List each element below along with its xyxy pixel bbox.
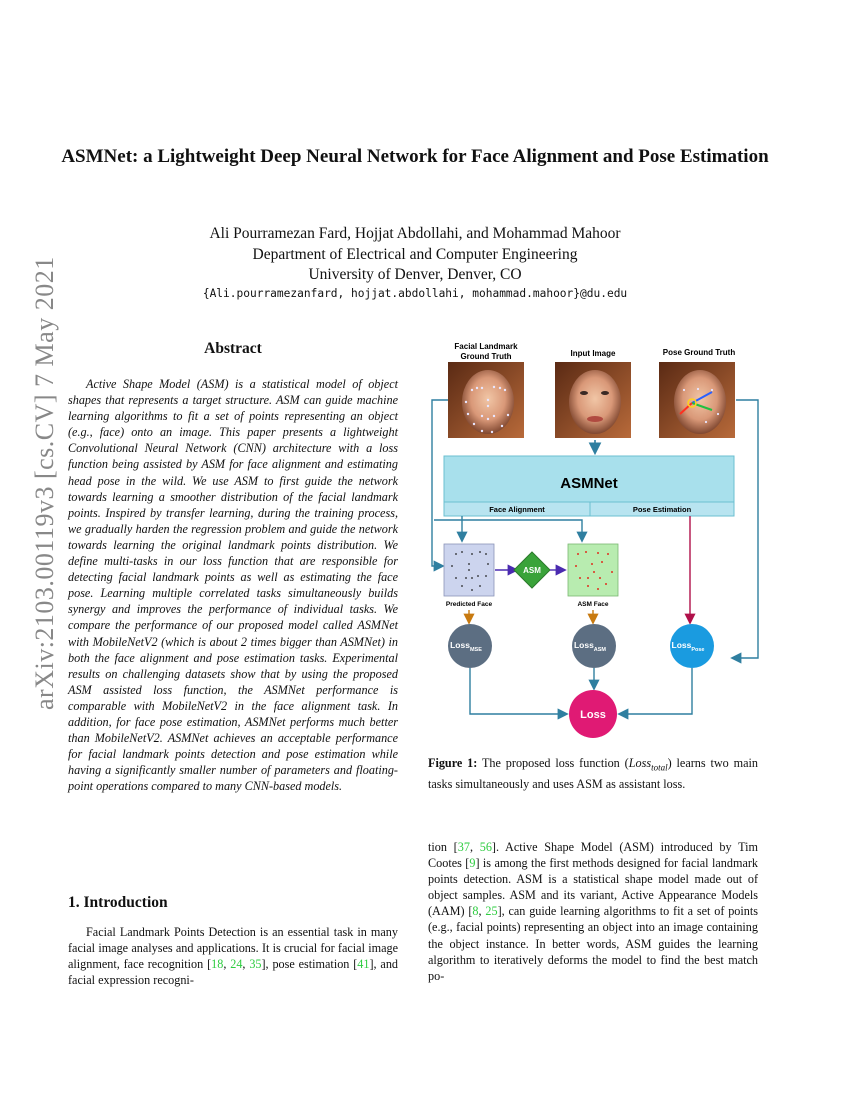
authors: Ali Pourramezan Fard, Hojjat Abdollahi, and Mohammad Mahoor — [209, 225, 621, 242]
citation-link[interactable]: 9 — [469, 856, 476, 871]
right-column-paragraph: tion [37, 56]. Active Shape Model (ASM) introduced by Tim Cootes [9] is among the first methods designed for facial landmark points detection. ASM is a statistical shape model made out of object samples. ASM and its variant, Active Appearance Models (AAM) [8, 25], can guide learning algorithms to fit a set of points (e.g., facial points) representing an object into an image containing the object instance. In better words, ASM guides the learning algorithm to iteratively deforms the model to find the best match po- — [428, 840, 759, 983]
loss-mse-label: Loss — [450, 640, 470, 650]
citation-link[interactable]: 24 — [230, 957, 243, 972]
branch-pose-label: Pose Estimation — [632, 505, 692, 514]
loss-mse-sub: MSE — [469, 647, 482, 653]
branch-face-label: Face Alignment — [489, 505, 545, 514]
loss-total-label: Loss — [580, 709, 606, 721]
citation-link[interactable]: 18 — [211, 957, 224, 972]
paper-title: ASMNet: a Lightweight Deep Neural Network for Face Alignment and Pose Estimation — [61, 146, 769, 167]
asm-face-label: ASM Face — [577, 601, 609, 608]
author-block — [60, 224, 770, 286]
section-heading-introduction: 1. Introduction — [68, 894, 168, 911]
arxiv-sidebar — [10, 256, 70, 710]
arrow-to-asm-face — [434, 520, 582, 540]
pose-gt-image — [659, 362, 735, 438]
input-image — [555, 362, 631, 438]
loss-pose-label: Loss — [671, 640, 692, 650]
citation-link[interactable]: 41 — [357, 957, 370, 972]
landmark-gt-image — [448, 362, 524, 438]
university: University of Denver, Denver, CO — [308, 266, 522, 283]
loss-asm-label: Loss — [573, 640, 594, 650]
citation-link[interactable]: 56 — [479, 840, 492, 854]
arrow-pose-gt — [733, 400, 758, 658]
predicted-face-label: Predicted Face — [445, 601, 493, 608]
asm-face-box — [568, 544, 618, 596]
loss-pose-sub: Pose — [691, 647, 705, 653]
author-emails: {Ali.pourramezanfard, hojjat.abdollahi, mohammad.mahoor}@du.edu — [202, 287, 628, 300]
asm-diamond-label: ASM — [523, 566, 541, 575]
arrow-mse-to-total — [470, 668, 566, 714]
arrow-pose-to-total — [620, 668, 692, 714]
loss-asm-sub: ASM — [593, 647, 607, 653]
label-input-image: Input Image — [570, 349, 616, 358]
citation-link[interactable]: 25 — [485, 904, 498, 919]
citation-link[interactable]: 35 — [249, 957, 262, 972]
caption-label: Figure 1: — [428, 756, 478, 770]
label-landmark-gt-2: Ground Truth — [460, 352, 512, 361]
asmnet-label: ASMNet — [560, 475, 618, 492]
figure-caption: Figure 1: The proposed loss function (Loss$_{total}$) learns two main tasks simultaneously and uses ASM as assistant loss. — [428, 756, 759, 791]
intro-paragraph: Facial Landmark Points Detection is an essential task in many facial image analyses and applications. It is crucial for facial image alignment, face recognition [18, 24, 35], pose estimation [41], and facial expression recogni- — [68, 925, 399, 988]
citation-link[interactable]: 8 — [472, 904, 479, 919]
arxiv-id: arXiv:2103.00119v3 [cs.CV] 7 May 2021 — [30, 256, 59, 710]
label-landmark-gt-1: Facial Landmark — [454, 342, 518, 351]
department: Department of Electrical and Computer Engineering — [252, 245, 578, 263]
citation-link[interactable]: 37 — [457, 840, 470, 854]
abstract-text: Active Shape Model (ASM) is a statistical model of object shapes that represents a target structure. ASM can guide machine learning algorithms to fit a set of points representing an object (e.g., face) onto an image. This paper presents a lightweight Convolutional Neural Network (CNN) architecture with a loss function being assisted by ASM for face alignment and estimating head pose in the wild. We use ASM to first guide the network towards learning a smoother distribution of the facial landmark points. Inspired by transfer learning, during the training process, we gradually harden the regression problem and guide the network towards learning the original landmark points distribution. We define multi-tasks in our loss function that are responsible for detecting facial landmark points as well as estimating the face pose. Learning multiple correlated tasks simultaneously builds synergy and improves the performance of individual tasks. We compare the performance of our proposed model called ASMNet with MobileNetV2 (which is about 2 times bigger than ASMNet) in both the face alignment and pose estimation tasks. Experimental results on challenging datasets show that by using the proposed ASM assisted loss function, the ASMNet performance is comparable with MobileNetV2 in the face alignment task. In addition, for face pose estimation, ASMNet performs much better than MobileNetV2. ASMNet achieves an acceptable performance for facial landmark points detection and pose estimation while having a significantly smaller number of parameters and floating-point operations compared to many CNN-based models. — [68, 377, 398, 794]
figure-1-diagram — [422, 340, 772, 740]
abstract-heading: Abstract — [204, 340, 262, 357]
label-pose-gt: Pose Ground Truth — [662, 348, 736, 357]
